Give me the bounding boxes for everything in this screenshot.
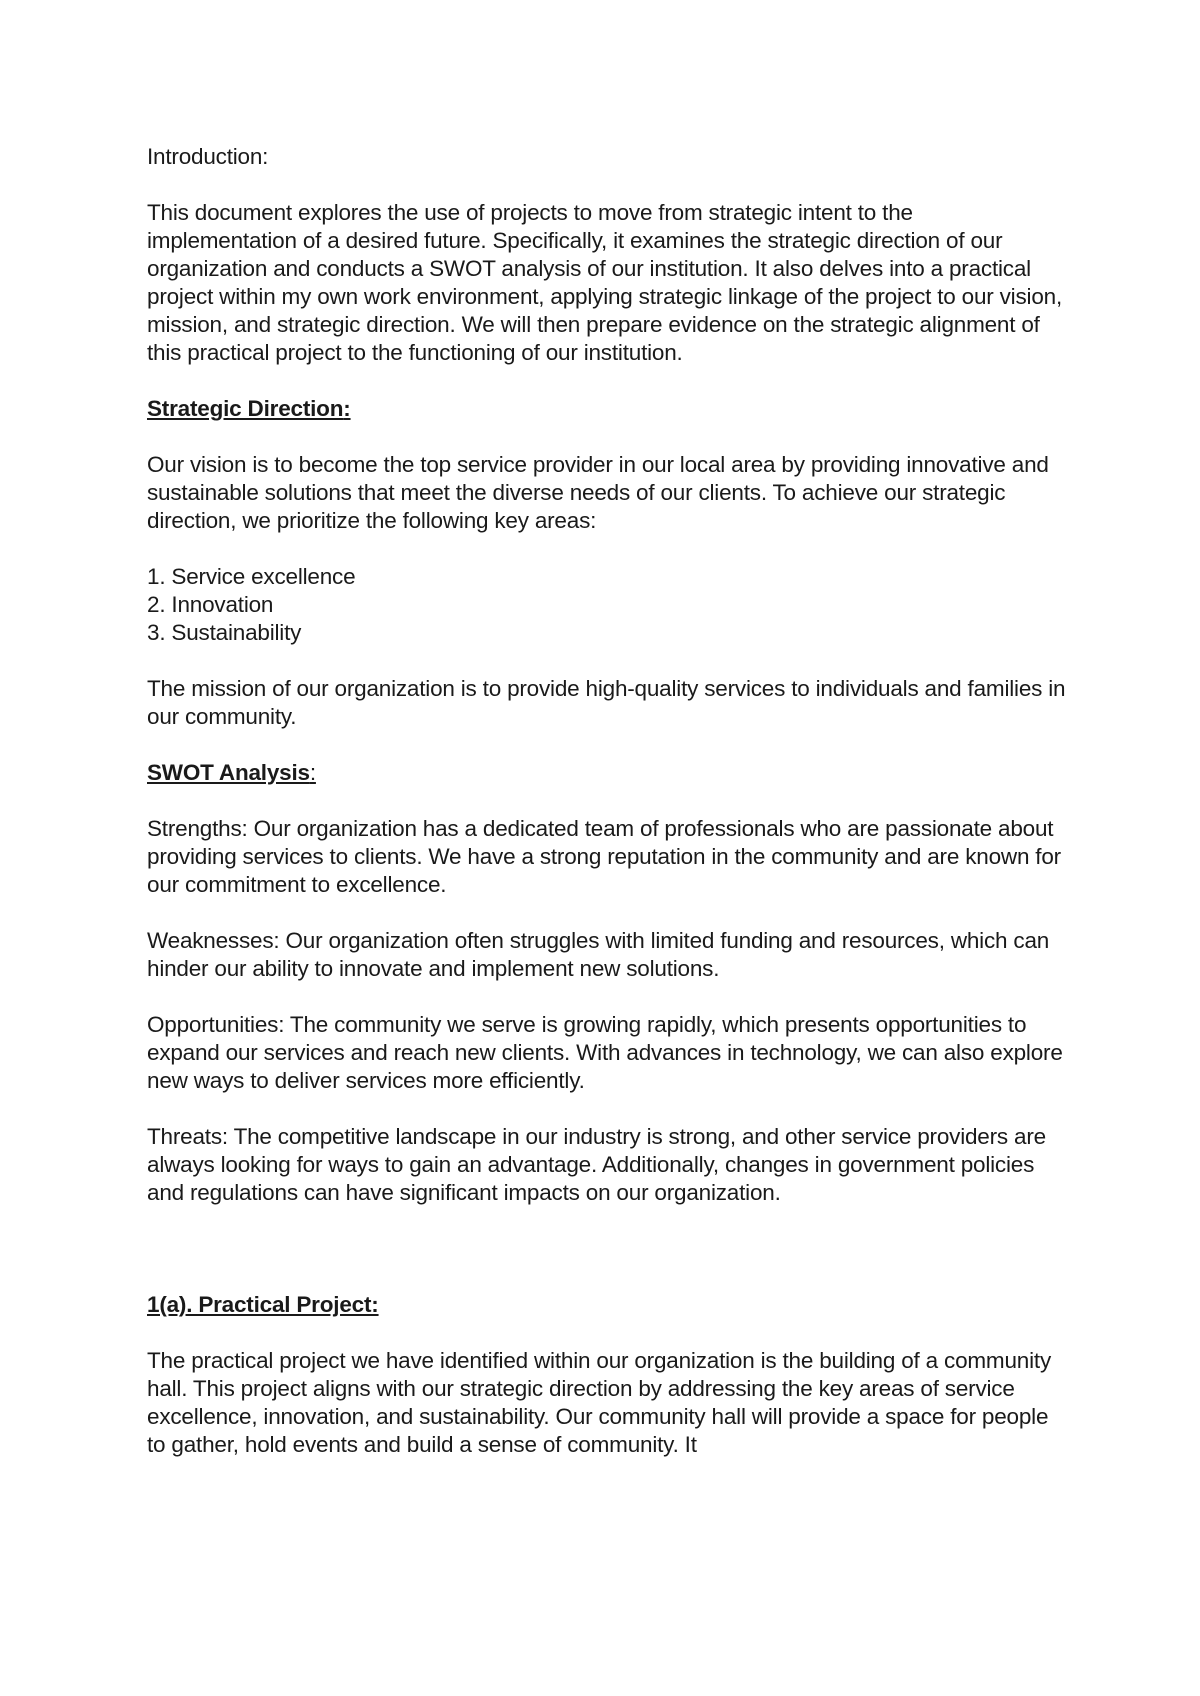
introduction-paragraph: This document explores the use of projects to move from strategic intent to the implementation of a desired future. Specifically, it examines the strategic direction of our organization and conducts a SWOT analysis of our institution. It also delves into a practical project within my own work environment, applying strategic linkage of the project to our vision, mission, and strategic direction. We will then prepare evidence on the strategic alignment of this practical project to the functioning of our institution.	[147, 200, 1063, 365]
practical-project-heading-line	[147, 1291, 1067, 1319]
vision-paragraph: Our vision is to become the top service provider in our local area by providing innovative and sustainable solutions that meet the diverse needs of our clients. To achieve our strategic direction, we prioritize the following key areas:	[147, 452, 1049, 533]
introduction-label: Introduction:	[147, 144, 269, 169]
swot-weaknesses: Weaknesses: Our organization often struggles with limited funding and resources, which can hinder our ability to innovate and implement new solutions.	[147, 928, 1050, 981]
swot-heading: SWOT Analysis	[147, 760, 310, 785]
swot-opportunities: Opportunities: The community we serve is growing rapidly, which presents opportunities to expand our services and reach new clients. With advances in technology, we can also explore new ways to deliver services more efficiently.	[147, 1012, 1063, 1093]
document-body	[147, 143, 1067, 1487]
practical-project-paragraph: The practical project we have identified within our organization is the building of a community hall. This project aligns with our strategic direction by addressing the key areas of service excellence, innovation, and sustainability. Our community hall will provide a space for people to gather, hold events and build a sense of community. It	[147, 1348, 1051, 1457]
key-areas-list	[147, 563, 1067, 647]
strategic-direction-heading-line	[147, 395, 1067, 423]
swot-heading-colon: :	[309, 760, 316, 785]
key-area-item: 1. Service excellence	[147, 564, 356, 589]
swot-heading-line	[147, 759, 1067, 787]
swot-threats: Threats: The competitive landscape in our industry is strong, and other service providers are always looking for ways to gain an advantage. Additionally, changes in government policies and regulations can have significant impacts on our organization.	[147, 1124, 1046, 1205]
strategic-direction-heading: Strategic Direction	[147, 396, 344, 421]
key-area-item: 2. Innovation	[147, 592, 274, 617]
practical-project-heading: 1(a). Practical Project:	[147, 1292, 379, 1317]
strategic-direction-heading-colon: :	[343, 396, 351, 421]
mission-paragraph: The mission of our organization is to provide high-quality services to individuals and families in our community.	[147, 676, 1066, 729]
key-area-item: 3. Sustainability	[147, 620, 302, 645]
swot-strengths: Strengths: Our organization has a dedicated team of professionals who are passionate about providing services to clients. We have a strong reputation in the community and are known for our commitment to excellence.	[147, 816, 1061, 897]
section-spacer	[147, 1235, 1067, 1291]
